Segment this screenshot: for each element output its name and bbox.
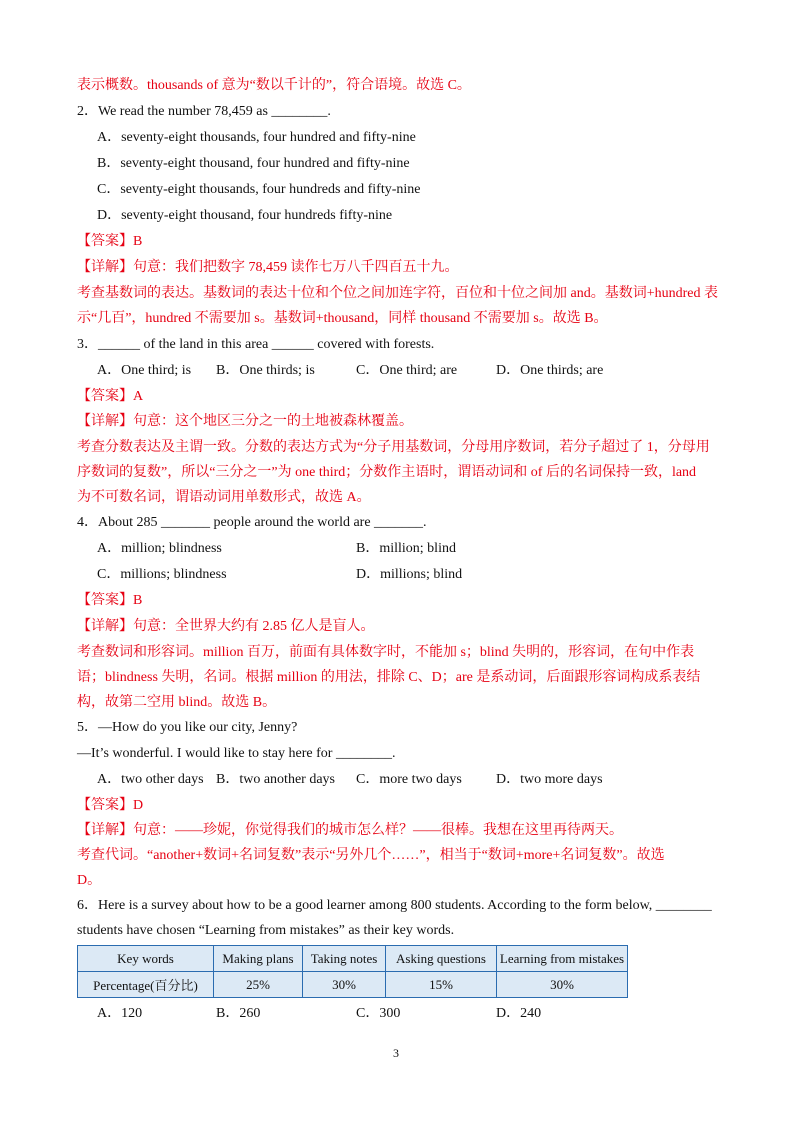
q3-detail-line: 【详解】句意：这个地区三分之一的土地被森林覆盖。 bbox=[77, 414, 413, 429]
q4-option-b: B．million; blind bbox=[356, 541, 456, 556]
q2-detail-line: 示“几百”，hundred 不需要加 s。基数词+thousand，同样 thousand 不需要加 s。故选 B。 bbox=[77, 311, 608, 326]
table-cell: 25% bbox=[214, 972, 303, 998]
q6-stem-line-2: students have chosen “Learning from mistakes” as their key words. bbox=[77, 923, 455, 938]
q6-option-c: C．300 bbox=[356, 1006, 401, 1021]
q3-option-d: D．One thirds; are bbox=[496, 363, 604, 378]
q3-detail-line: 为不可数名词，谓语动词用单数形式，故选 A。 bbox=[77, 490, 371, 505]
q4-detail-line: 考查数词和形容词。million 百万，前面有具体数字时，不能加 s；blind 失明的，形容词，在句中作表 bbox=[77, 645, 695, 660]
q2-detail-line: 考查基数词的表达。基数词的表达十位和个位之间加连字符，百位和十位之间加 and。基数词+hundred 表 bbox=[77, 286, 718, 301]
q5-detail-line: 考查代词。“another+数词+名词复数”表示“另外几个……”，相当于“数词+more+名词复数”。故选 bbox=[77, 848, 665, 863]
q3-stem: 3．______ of the land in this area ______ covered with forests. bbox=[77, 337, 435, 352]
q4-detail-line: 构，故第二空用 blind。故选 B。 bbox=[77, 695, 277, 710]
q4-option-c: C．millions; blindness bbox=[97, 567, 227, 582]
q3-option-c: C．One third; are bbox=[356, 363, 458, 378]
q4-detail-line: 语；blindness 失明，名词。根据 million 的用法，排除 C、D；are 是系动词，后面跟形容词构成系表结 bbox=[77, 670, 701, 685]
page-number: 3 bbox=[393, 1046, 399, 1060]
q4-detail-line: 【详解】句意：全世界大约有 2.85 亿人是盲人。 bbox=[77, 619, 375, 634]
q3-option-b: B．One thirds; is bbox=[216, 363, 315, 378]
q2-detail-line: 【详解】句意：我们把数字 78,459 读作七万八千四百五十九。 bbox=[77, 260, 459, 275]
q5-stem-line-1: 5．—How do you like our city, Jenny? bbox=[77, 720, 298, 735]
q5-option-d: D．two more days bbox=[496, 772, 603, 787]
q5-option-b: B．two another days bbox=[216, 772, 335, 787]
q5-option-a: A．two other days bbox=[97, 772, 204, 787]
q2-option-b: B．seventy-eight thousand, four hundred and fifty-nine bbox=[97, 156, 410, 171]
q3-detail-line: 考查分数表达及主谓一致。分数的表达方式为“分子用基数词，分母用序数词，若分子超过了 1，分母用 bbox=[77, 440, 710, 455]
table-header-cell: Learning from mistakes bbox=[497, 946, 628, 972]
q4-option-a: A．million; blindness bbox=[97, 541, 222, 556]
table-header-cell: Key words bbox=[78, 946, 214, 972]
q2-option-a: A．seventy-eight thousands, four hundred and fifty-nine bbox=[97, 130, 416, 145]
table-header-cell: Taking notes bbox=[303, 946, 386, 972]
q5-detail-line: D。 bbox=[77, 873, 102, 888]
q5-detail-line: 【详解】句意：——珍妮，你觉得我们的城市怎么样？——很棒。我想在这里再待两天。 bbox=[77, 823, 623, 838]
q5-stem-line-2: —It’s wonderful. I would like to stay here for ________. bbox=[77, 746, 396, 761]
survey-table bbox=[77, 945, 628, 998]
q2-option-d: D．seventy-eight thousand, four hundreds fifty-nine bbox=[97, 208, 393, 223]
q3-option-a: A．One third; is bbox=[97, 363, 192, 378]
table-row bbox=[78, 972, 628, 998]
table-cell: 30% bbox=[303, 972, 386, 998]
table-header-cell: Asking questions bbox=[386, 946, 497, 972]
q3-answer: 【答案】A bbox=[77, 389, 144, 404]
table-cell: 15% bbox=[386, 972, 497, 998]
q4-stem: 4．About 285 _______ people around the world are _______. bbox=[77, 515, 427, 530]
q4-option-d: D．millions; blind bbox=[356, 567, 463, 582]
q2-option-c: C．seventy-eight thousands, four hundreds and fifty-nine bbox=[97, 182, 421, 197]
q6-option-b: B．260 bbox=[216, 1006, 261, 1021]
table-cell: Percentage(百分比) bbox=[78, 972, 214, 998]
q6-stem-line-1: 6．Here is a survey about how to be a good learner among 800 students. According to the form below, ________ bbox=[77, 898, 712, 913]
q5-option-c: C．more two days bbox=[356, 772, 462, 787]
table-header-row bbox=[78, 946, 628, 972]
intro-explanation: 表示概数。thousands of 意为“数以千计的”，符合语境。故选 C。 bbox=[77, 78, 471, 93]
q6-option-d: D．240 bbox=[496, 1006, 542, 1021]
table-cell: 30% bbox=[497, 972, 628, 998]
q2-stem: 2．We read the number 78,459 as ________. bbox=[77, 104, 331, 119]
q2-answer: 【答案】B bbox=[77, 234, 143, 249]
q3-detail-line: 序数词的复数”，所以“三分之一”为 one third；分数作主语时，谓语动词和 of 后的名词保持一致，land bbox=[77, 465, 697, 480]
q5-answer: 【答案】D bbox=[77, 798, 144, 813]
table-header-cell: Making plans bbox=[214, 946, 303, 972]
q6-option-a: A．120 bbox=[97, 1006, 143, 1021]
q4-answer: 【答案】B bbox=[77, 593, 143, 608]
